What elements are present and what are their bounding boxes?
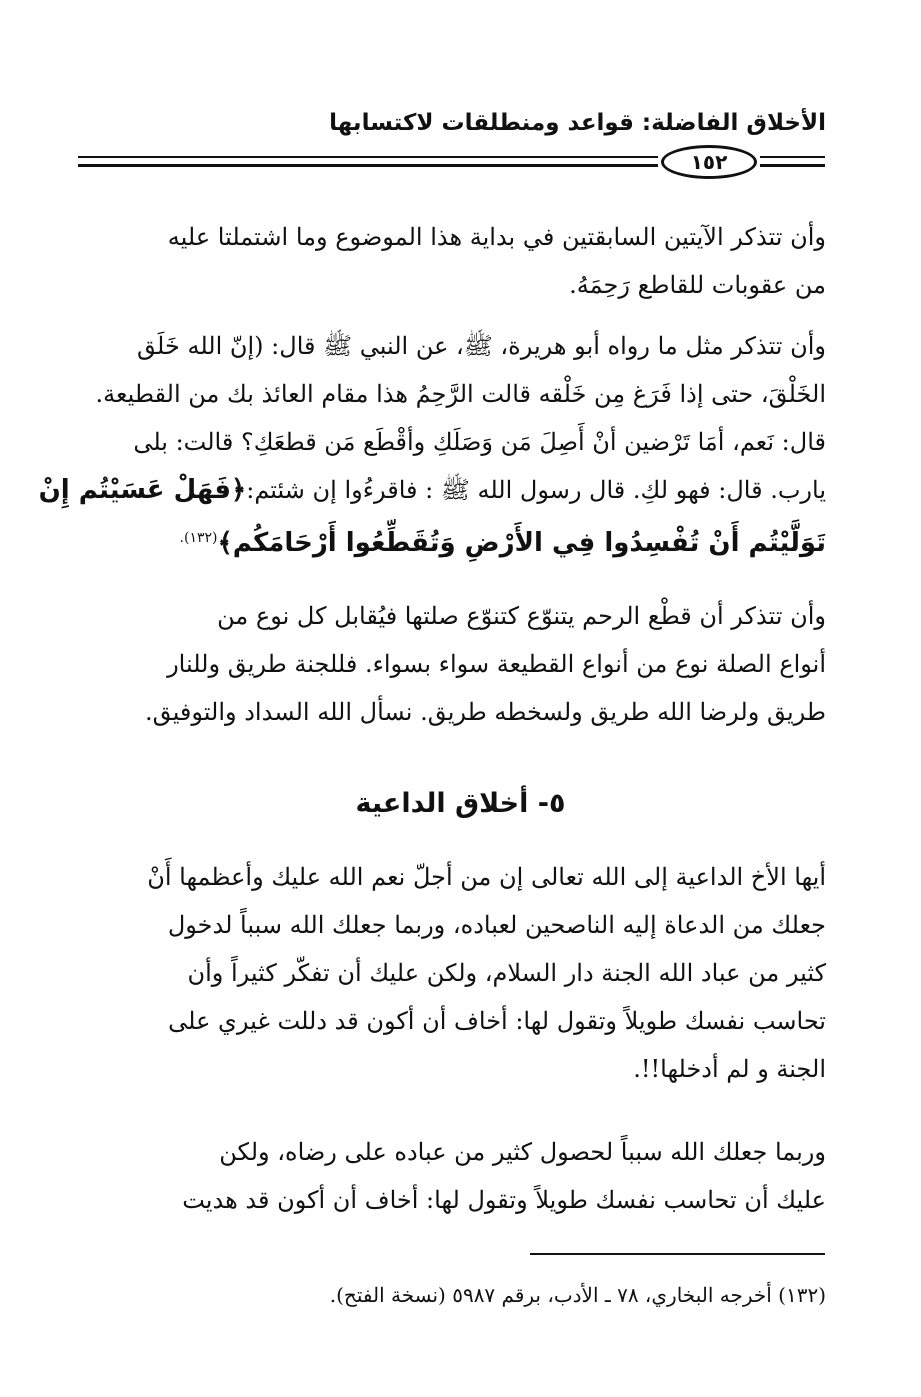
header-rule-top-left — [78, 156, 658, 158]
page-number: ١٥٢ — [690, 150, 728, 174]
text-line: أيها الأخ الداعية إلى الله تعالى إن من أجلّ نعم الله عليك وأعظمها أَنْ — [147, 863, 826, 891]
quran-verse-line — [86, 514, 826, 562]
section-paragraph-2 — [86, 1128, 826, 1224]
section-paragraph-1 — [86, 853, 826, 1093]
text-line-with-quran — [38, 466, 826, 514]
header-rule-bottom-right — [760, 164, 825, 167]
section-heading: ٥- أخلاق الداعية — [355, 788, 566, 819]
text-segment: يارب. قال: فهو لكِ. قال رسول الله ﷺ : فاقرءُوا إن شئتم: — [246, 476, 826, 504]
text-line: كثير من عباد الله الجنة دار السلام، ولكن عليك أن تفكّر كثيراً وأن — [187, 959, 826, 987]
footnote: (١٣٢) أخرجه البخاري، ٧٨ ـ الأدب، برقم ٥٩٨٧ (نسخة الفتح). — [329, 1283, 826, 1307]
paragraph-3 — [86, 592, 826, 736]
text-line: قال: نَعم، أمَا تَرْضين أنْ أَصِلَ مَن وَصَلَكِ وأقْطَع مَن قطعَكِ؟ قالت: بلى — [133, 428, 826, 456]
page-number-badge — [661, 145, 757, 179]
footnote-divider — [530, 1253, 825, 1255]
quran-verse-start: ﴿فَهَلْ عَسَيْتُم إِنْ — [38, 475, 247, 505]
text-line: طريق ولرضا الله طريق ولسخطه طريق. نسأل الله السداد والتوفيق. — [145, 698, 826, 726]
text-line: تحاسب نفسك طويلاً وتقول لها: أخاف أن أكون قد دللت غيري على — [168, 1007, 826, 1035]
text-line: وربما جعلك الله سبباً لحصول كثير من عباده على رضاه، ولكن — [219, 1138, 826, 1166]
text-line: أنواع الصلة نوع من أنواع القطيعة سواء بسواء. فللجنة طريق وللنار — [167, 650, 826, 678]
text-line: الجنة و لم أدخلها!!. — [633, 1055, 826, 1083]
text-line: جعلك من الدعاة إليه الناصحين لعباده، وربما جعلك الله سبباً لدخول — [167, 911, 826, 939]
text-line: من عقوبات للقاطع رَحِمَهُ. — [569, 271, 826, 299]
text-line: وأن تتذكر أن قطْع الرحم يتنوّع كتنوّع صلتها فيُقابل كل نوع من — [217, 602, 826, 630]
text-line: وأن تتذكر مثل ما رواه أبو هريرة، ﷺ، عن النبي ﷺ قال: (إنّ الله خَلَق — [137, 332, 826, 360]
header-rule-bottom-left — [78, 164, 658, 167]
paragraph-1 — [86, 213, 826, 309]
header-rule-top-right — [760, 156, 825, 158]
running-title: الأخلاق الفاضلة: قواعد ومنطلقات لاكتسابها — [329, 110, 826, 136]
text-line: وأن تتذكر الآيتين السابقتين في بداية هذا الموضوع وما اشتملتا عليه — [167, 223, 826, 251]
text-line: عليك أن تحاسب نفسك طويلاً وتقول لها: أخاف أن أكون قد هديت — [182, 1186, 826, 1214]
text-line: الخَلْقَ، حتى إذا فَرَغ مِن خَلْقه قالت الرَّحِمُ هذا مقام العائذ بك من القطيعة. — [95, 380, 826, 408]
footnote-ref: (١٣٢). — [179, 530, 218, 546]
quran-verse-end: تَوَلَّيْتُم أَنْ تُفْسِدُوا فِي الأَرْضِ وَتُقَطِّعُوا أَرْحَامَكُم﴾ — [217, 528, 826, 558]
paragraph-2 — [38, 322, 826, 562]
